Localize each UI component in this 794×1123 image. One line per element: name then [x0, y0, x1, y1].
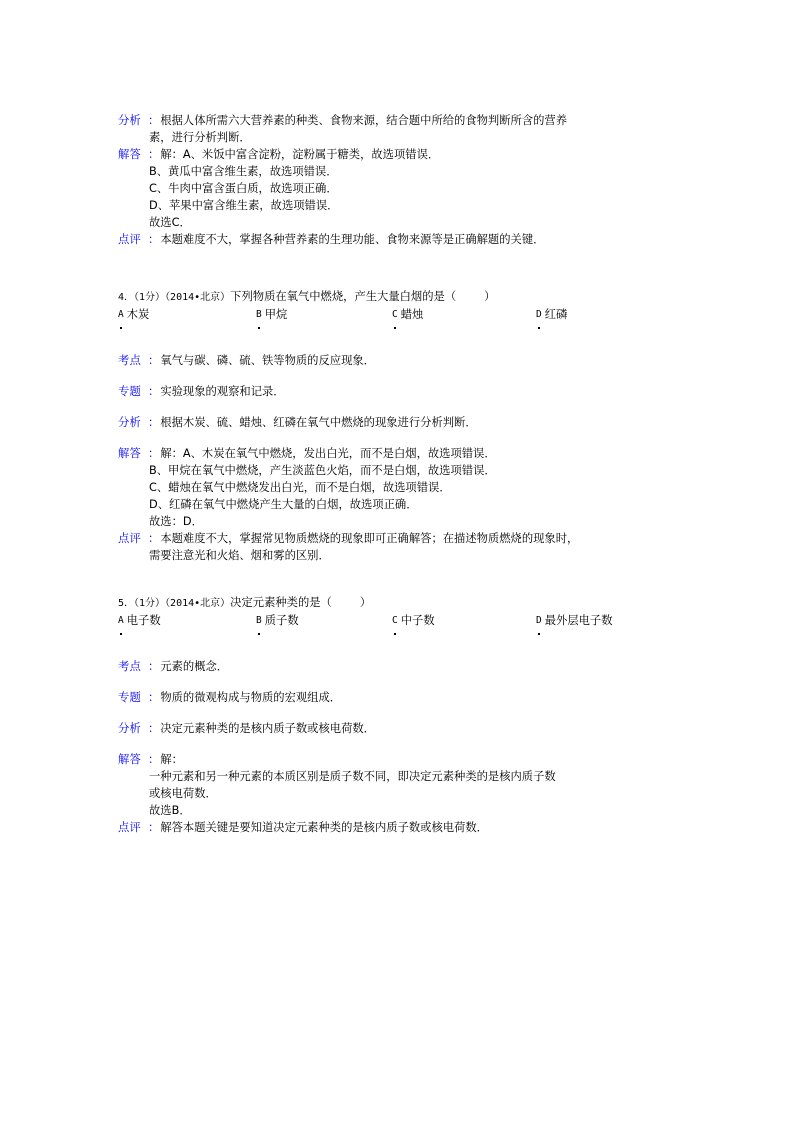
document-content: [118, 112, 684, 836]
exam-point-label: 考点: [118, 660, 141, 673]
analysis-colon: ：: [148, 114, 160, 127]
comment-colon: ：: [148, 532, 160, 545]
q3-analysis-line1: 根据人体所需六大营养素的种类、食物来源，结合题中所给的食物判断所含的营养: [160, 114, 568, 127]
q4-stem-close: ）: [484, 290, 496, 303]
q4-topic: 实验现象的观察和记录．: [160, 385, 285, 398]
q5-option-c-marker: [394, 633, 396, 635]
spacer: [118, 737, 684, 751]
q5-analysis-row: [118, 720, 684, 737]
q4-comment-row: [118, 530, 684, 547]
exam-point-colon: ：: [148, 354, 160, 367]
q4-option-b[interactable]: [256, 306, 287, 323]
topic-label: 专题: [118, 691, 141, 704]
answer-colon: ：: [148, 753, 160, 766]
q5-heading: [118, 594, 684, 612]
q4-stem: 下列物质在氧气中燃烧，产生大量白烟的是（: [230, 290, 457, 303]
q3-answer-row: [118, 146, 684, 163]
comment-colon: ：: [148, 821, 160, 834]
analysis-label: 分析: [118, 416, 141, 429]
q4-option-d[interactable]: [536, 306, 567, 323]
exam-point-colon: ：: [148, 660, 160, 673]
q5-option-a-text: 电子数: [126, 614, 161, 627]
q4-option-a[interactable]: [118, 306, 149, 323]
comment-label: 点评: [118, 532, 141, 545]
q5-topic-row: [118, 689, 684, 706]
q3-answer-line4: D、苹果中富含维生素，故选项错误．: [149, 199, 339, 212]
answer-label: 解答: [118, 447, 141, 460]
q5-option-a[interactable]: [118, 612, 161, 629]
q5-number: 5．: [118, 598, 135, 609]
q4-option-b-marker: [258, 327, 260, 329]
q4-exam-point: 氧气与碳、磷、硫、铁等物质的反应现象．: [160, 354, 375, 367]
q4-answer-row: [118, 445, 684, 462]
q4-topic-row: [118, 383, 684, 400]
spacer: [118, 675, 684, 689]
q5-option-a-letter: A: [118, 615, 124, 626]
q5-topic: 物质的微观构成与物质的宏观组成．: [160, 691, 342, 704]
q5-option-b-letter: B: [256, 615, 262, 626]
answer-colon: ：: [148, 148, 160, 161]
q5-option-d[interactable]: [536, 612, 613, 629]
q4-option-c-marker: [394, 327, 396, 329]
q3-answer-line3: C、牛肉中富含蛋白质，故选项正确．: [149, 182, 338, 195]
answer-colon: ：: [148, 447, 160, 460]
q4-option-b-letter: B: [256, 309, 262, 320]
q5-answer-line2: 一种元素和另一种元素的本质区别是质子数不同，即决定元素种类的是核内质子数: [149, 770, 556, 783]
exam-point-label: 考点: [118, 354, 141, 367]
q4-option-d-letter: D: [536, 309, 542, 320]
q4-comment-line1: 本题难度不大，掌握常见物质燃烧的现象即可正确解答；在描述物质燃烧的现象时，: [160, 532, 579, 545]
spacer: [118, 431, 684, 445]
q5-option-c-text: 中子数: [400, 614, 435, 627]
q4-option-a-text: 木炭: [126, 308, 150, 321]
q3-answer-line5: 故选C．: [149, 216, 191, 229]
q3-analysis-row: [118, 112, 684, 129]
q4-option-markers: [118, 323, 684, 338]
q3-answer-line2: B、黄瓜中富含维生素，故选项错误．: [149, 165, 338, 178]
q5-stem: 决定元素种类的是（: [230, 596, 332, 609]
spacer: [118, 706, 684, 720]
q5-comment-line1: 解答本题关键是要知道决定元素种类的是核内质子数或核电荷数．: [160, 821, 488, 834]
q5-option-a-marker: [120, 633, 122, 635]
q4-answer-line3: C、蜡烛在氧气中燃烧发出白光，而不是白烟，故选项错误．: [149, 481, 451, 494]
q5-option-b-text: 质子数: [264, 614, 299, 627]
q4-answer-line4: D、红磷在氧气中燃烧产生大量的白烟，故选项正确．: [149, 498, 418, 511]
comment-label: 点评: [118, 233, 141, 246]
answer-label: 解答: [118, 148, 141, 161]
analysis-colon: ：: [148, 722, 160, 735]
q4-option-d-marker: [538, 327, 540, 329]
analysis-label: 分析: [118, 114, 141, 127]
q5-answer-line3: 或核电荷数．: [149, 787, 217, 800]
q4-score: （1分）: [134, 292, 166, 303]
topic-label: 专题: [118, 385, 141, 398]
spacer: [118, 369, 684, 383]
q4-answer-line5: 故选：D．: [149, 515, 203, 528]
q3-comment-row: [118, 231, 684, 248]
q5-option-d-letter: D: [536, 615, 542, 626]
answer-label: 解答: [118, 753, 141, 766]
q4-option-c-text: 蜡烛: [400, 308, 424, 321]
q4-option-c-letter: C: [392, 309, 398, 320]
spacer: [118, 338, 684, 352]
q5-exam-point: 元素的概念．: [160, 660, 229, 673]
q5-options: [118, 612, 684, 629]
spacer: [118, 644, 684, 658]
q3-analysis-line2: 素，进行分析判断．: [149, 131, 251, 144]
q4-option-c[interactable]: [392, 306, 423, 323]
q4-exam-point-row: [118, 352, 684, 369]
q5-exam-point-row: [118, 658, 684, 675]
q5-option-c-letter: C: [392, 615, 398, 626]
analysis-colon: ：: [148, 416, 160, 429]
q5-answer-line4: 故选B．: [149, 804, 191, 817]
q4-answer-line1: 解：A、木炭在氧气中燃烧，发出白光，而不是白烟，故选项错误．: [160, 447, 496, 460]
q5-option-b-marker: [258, 633, 260, 635]
q4-analysis-row: [118, 414, 684, 431]
spacer: [118, 248, 684, 288]
q5-stem-close: ）: [359, 596, 372, 609]
q5-score: （1分）: [134, 598, 166, 609]
q5-option-d-text: 最外层电子数: [544, 614, 613, 627]
q4-answer-line2: B、甲烷在氧气中燃烧，产生淡蓝色火焰，而不是白烟，故选项错误．: [149, 464, 496, 477]
topic-colon: ：: [148, 385, 160, 398]
comment-label: 点评: [118, 821, 141, 834]
q4-source: （2014•北京）: [165, 292, 231, 303]
q4-comment-line2: 需要注意光和火焰、烟和雾的区别．: [149, 549, 330, 562]
q4-analysis: 根据木炭、硫、蜡烛、红磷在氧气中燃烧的现象进行分析判断．: [160, 416, 477, 429]
q5-answer-line1: 解：: [160, 753, 183, 766]
analysis-label: 分析: [118, 722, 141, 735]
q4-option-a-marker: [120, 327, 122, 329]
q4-heading: [118, 288, 684, 306]
spacer: [118, 564, 684, 594]
q4-option-d-text: 红磷: [544, 308, 568, 321]
q5-option-markers: [118, 629, 684, 644]
spacer: [118, 400, 684, 414]
comment-colon: ：: [148, 233, 160, 246]
q4-option-b-text: 甲烷: [264, 308, 288, 321]
q4-options: [118, 306, 684, 323]
q5-option-c[interactable]: [392, 612, 435, 629]
q4-number: 4．: [118, 292, 135, 303]
q4-option-a-letter: A: [118, 309, 124, 320]
q3-answer-line1: 解：A、米饭中富含淀粉，淀粉属于糖类，故选项错误．: [160, 148, 440, 161]
q3-comment-line1: 本题难度不大，掌握各种营养素的生理功能、食物来源等是正确解题的关键．: [160, 233, 545, 246]
q5-analysis: 决定元素种类的是核内质子数或核电荷数．: [160, 722, 375, 735]
q5-option-b[interactable]: [256, 612, 299, 629]
q5-option-d-marker: [538, 633, 540, 635]
q5-answer-row: [118, 751, 684, 768]
q5-comment-row: [118, 819, 684, 836]
q5-source: （2014•北京）: [165, 598, 231, 609]
topic-colon: ：: [148, 691, 160, 704]
